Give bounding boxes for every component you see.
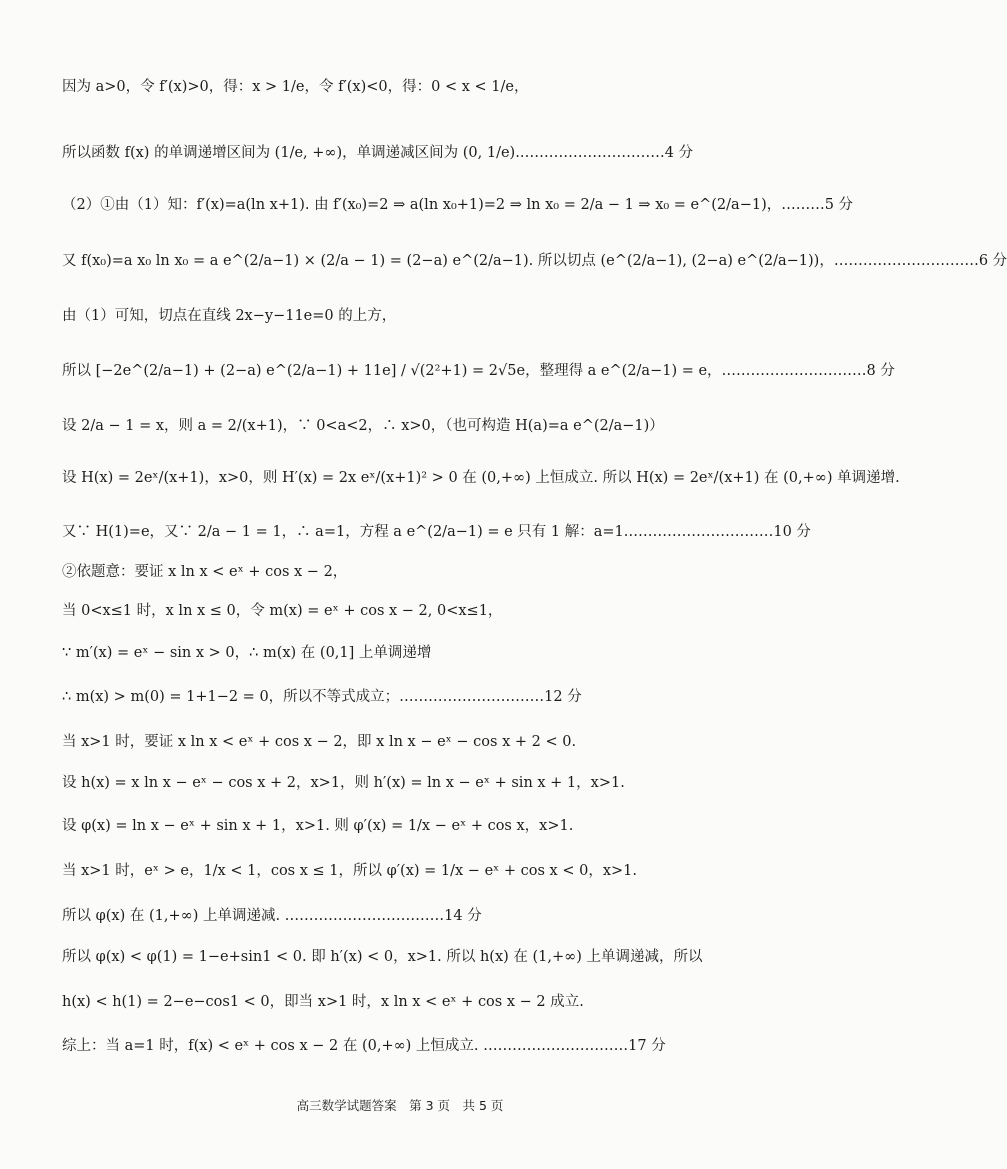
solution-line-17: 当 x>1 时，eˣ > e，1/x < 1，cos x ≤ 1，所以 φ′(x) = 1/x − eˣ + cos x < 0，x>1. — [62, 863, 637, 879]
solution-line-9: 又∵ H(1)=e，又∵ 2/a − 1 = 1，∴ a=1，方程 a e^(2/a−1) = e 只有 1 解：a=1.…………………………10 分 — [62, 524, 811, 540]
solution-line-15: 设 h(x) = x ln x − eˣ − cos x + 2，x>1，则 h′(x) = ln x − eˣ + sin x + 1，x>1. — [62, 775, 625, 791]
solution-line-5: 由（1）可知，切点在直线 2x−y−11e=0 的上方， — [62, 308, 397, 324]
solution-line-19: 所以 φ(x) < φ(1) = 1−e+sin1 < 0. 即 h′(x) < 0，x>1. 所以 h(x) 在 (1,+∞) 上单调递减，所以 — [62, 949, 703, 965]
solution-line-21: 综上：当 a=1 时，f(x) < eˣ + cos x − 2 在 (0,+∞) 上恒成立. …………………………17 分 — [62, 1038, 666, 1054]
page-footer: 高三数学试题答案 第 3 页 共 5 页 — [296, 1098, 504, 1113]
solution-line-12: ∵ m′(x) = eˣ − sin x > 0，∴ m(x) 在 (0,1] 上单调递增 — [62, 645, 432, 661]
solution-line-4: 又 f(x₀)=a x₀ ln x₀ = a e^(2/a−1) × (2/a − 1) = (2−a) e^(2/a−1). 所以切点 (e^(2/a−1), (2−a) e^(2/a−1))，…………………………6 分 — [62, 253, 1007, 269]
solution-line-2: 所以函数 f(x) 的单调递增区间为 (1/e, +∞)，单调递减区间为 (0, 1/e).…………………………4 分 — [62, 145, 694, 161]
solution-line-16: 设 φ(x) = ln x − eˣ + sin x + 1，x>1. 则 φ′(x) = 1/x − eˣ + cos x，x>1. — [62, 818, 574, 834]
solution-line-8: 设 H(x) = 2eˣ/(x+1)，x>0，则 H′(x) = 2x eˣ/(x+1)² > 0 在 (0,+∞) 上恒成立. 所以 H(x) = 2eˣ/(x+1) 在 (0,+∞) 单调递增. — [62, 470, 900, 486]
solution-line-3: （2）①由（1）知：f′(x)=a(ln x+1). 由 f′(x₀)=2 ⇒ a(ln x₀+1)=2 ⇒ ln x₀ = 2/a − 1 ⇒ x₀ = e^(2/a−1)，………5 分 — [62, 197, 854, 213]
solution-line-10: ②依题意：要证 x ln x < eˣ + cos x − 2， — [62, 564, 348, 580]
solution-line-6: 所以 [−2e^(2/a−1) + (2−a) e^(2/a−1) + 11e] / √(2²+1) = 2√5e，整理得 a e^(2/a−1) = e，…………………………8 分 — [62, 363, 895, 379]
solution-line-14: 当 x>1 时，要证 x ln x < eˣ + cos x − 2，即 x ln x − eˣ − cos x + 2 < 0. — [62, 734, 577, 750]
solution-line-1: 因为 a>0，令 f′(x)>0，得：x > 1/e，令 f′(x)<0，得：0 < x < 1/e， — [62, 79, 529, 95]
solution-line-13: ∴ m(x) > m(0) = 1+1−2 = 0，所以不等式成立；…………………………12 分 — [62, 689, 582, 705]
solution-line-18: 所以 φ(x) 在 (1,+∞) 上单调递减. ……………………………14 分 — [62, 908, 482, 924]
solution-line-11: 当 0<x≤1 时，x ln x ≤ 0，令 m(x) = eˣ + cos x − 2, 0<x≤1， — [62, 603, 503, 619]
solution-line-20: h(x) < h(1) = 2−e−cos1 < 0，即当 x>1 时，x ln x < eˣ + cos x − 2 成立. — [62, 994, 584, 1010]
solution-line-7: 设 2/a − 1 = x，则 a = 2/(x+1)，∵ 0<a<2，∴ x>0，（也可构造 H(a)=a e^(2/a−1)） — [62, 418, 664, 434]
